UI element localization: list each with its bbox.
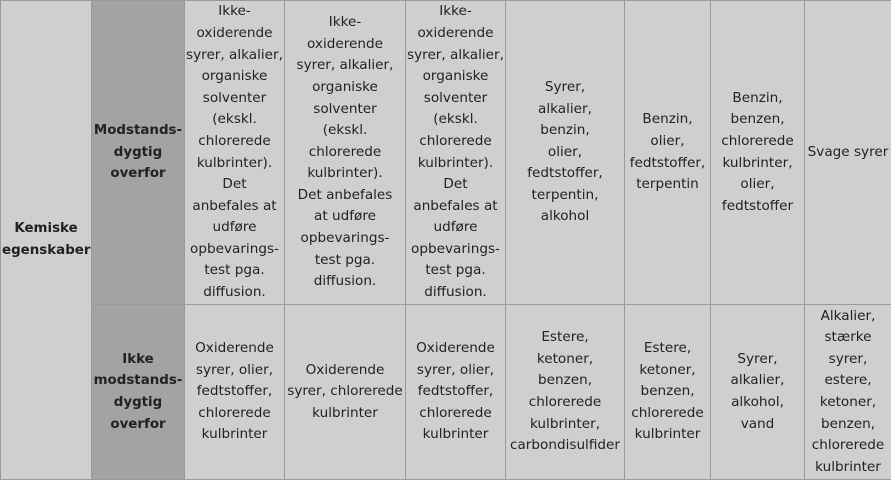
table-cell: Ikke- oxiderende syrer, alkalier, organiske solventer (ekskl. chlorerede kulbrinter). Det anbefales at udføre opbevarings- test pga. diffusion.: [185, 1, 285, 305]
row-label-not-resistant: Ikke modstands- dygtig overfor: [92, 305, 185, 480]
table-cell: Ikke- oxiderende syrer, alkalier, organiske solventer (ekskl. chlorerede kulbrinter). Det anbefales at udføre opbevarings- test pga. diffusion.: [406, 1, 506, 305]
row-header-chemical-properties: Kemiske egenskaber: [1, 1, 92, 480]
table-cell: Svage syrer: [805, 1, 891, 305]
table-cell: Syrer, alkalier, benzin, olier, fedtstoffer, terpentin, alkohol: [506, 1, 625, 305]
table-row-resistant: [1, 1, 891, 305]
table-cell: Oxiderende syrer, chlorerede kulbrinter: [285, 305, 406, 480]
table-cell: Alkalier, stærke syrer, estere, ketoner, benzen, chlorerede kulbrinter: [805, 305, 891, 480]
row-label-resistant: Modstands- dygtig overfor: [92, 1, 185, 305]
table-cell: Oxiderende syrer, olier, fedtstoffer, chlorerede kulbrinter: [406, 305, 506, 480]
table-cell: Ikke- oxiderende syrer, alkalier, organiske solventer (ekskl. chlorerede kulbrinter). Det anbefales at udføre opbevarings- test pga. diffusion.: [285, 1, 406, 305]
table-cell: Estere, ketoner, benzen, chlorerede kulbrinter, carbondisulfider: [506, 305, 625, 480]
table-row-not-resistant: [1, 305, 891, 480]
table-cell: Syrer, alkalier, alkohol, vand: [711, 305, 805, 480]
table-cell: Estere, ketoner, benzen, chlorerede kulbrinter: [625, 305, 711, 480]
table-cell: Oxiderende syrer, olier, fedtstoffer, chlorerede kulbrinter: [185, 305, 285, 480]
table-cell: Benzin, benzen, chlorerede kulbrinter, olier, fedtstoffer: [711, 1, 805, 305]
table-cell: Benzin, olier, fedtstoffer, terpentin: [625, 1, 711, 305]
